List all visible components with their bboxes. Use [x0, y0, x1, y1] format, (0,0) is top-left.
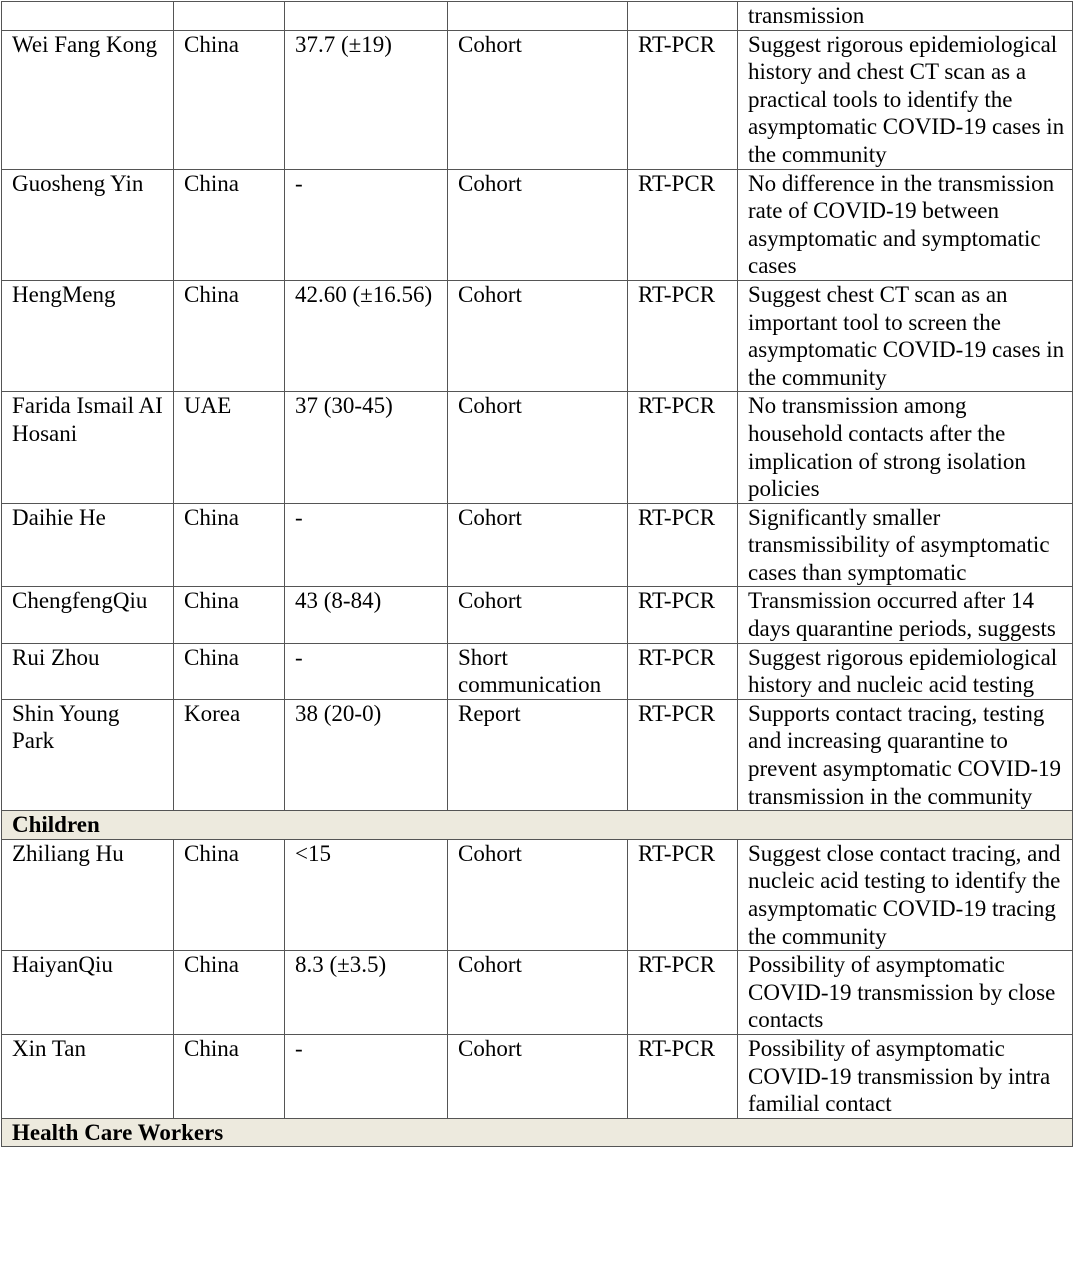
author-cell: ChengfengQiu	[2, 587, 174, 643]
country-cell: China	[174, 1034, 285, 1118]
notes-cell: Suggest rigorous epidemiological history and chest CT scan as a practical tools to identify the asymptomatic COVID-19 cases in the community	[738, 30, 1073, 169]
notes-cell: No transmission among household contacts after the implication of strong isolation policies	[738, 392, 1073, 503]
author-cell: Zhiliang Hu	[2, 839, 174, 950]
author-cell: Daihie He	[2, 503, 174, 587]
design-cell: Report	[448, 699, 628, 810]
design-cell: Cohort	[448, 839, 628, 950]
method-cell: RT-PCR	[628, 169, 738, 280]
country-cell: China	[174, 839, 285, 950]
author-cell: Shin Young Park	[2, 699, 174, 810]
notes-cell: Possibility of asymptomatic COVID-19 transmission by intra familial contact	[738, 1034, 1073, 1118]
author-cell: Farida Ismail AI Hosani	[2, 392, 174, 503]
notes-cell: Significantly smaller transmissibility of asymptomatic cases than symptomatic	[738, 503, 1073, 587]
method-cell: RT-PCR	[628, 643, 738, 699]
author-cell: Guosheng Yin	[2, 169, 174, 280]
section-row-children	[2, 811, 1073, 840]
age-cell: 37 (30-45)	[285, 392, 448, 503]
method-cell: RT-PCR	[628, 1034, 738, 1118]
section-row-health-care-workers	[2, 1118, 1073, 1147]
section-label: Children	[2, 811, 1073, 840]
notes-cell: Supports contact tracing, testing and increasing quarantine to prevent asymptomatic COVID-19 transmission in the community	[738, 699, 1073, 810]
country-cell: China	[174, 280, 285, 391]
age-cell: 43 (8-84)	[285, 587, 448, 643]
design-cell: Cohort	[448, 392, 628, 503]
method-cell: RT-PCR	[628, 503, 738, 587]
method-cell: RT-PCR	[628, 951, 738, 1035]
age-cell: <15	[285, 839, 448, 950]
author-cell: HaiyanQiu	[2, 951, 174, 1035]
country-cell: Korea	[174, 699, 285, 810]
method-cell: RT-PCR	[628, 392, 738, 503]
author-cell: HengMeng	[2, 280, 174, 391]
design-cell: Cohort	[448, 587, 628, 643]
table-row	[2, 1034, 1073, 1118]
table-row	[2, 503, 1073, 587]
method-cell: RT-PCR	[628, 30, 738, 169]
design-cell: Cohort	[448, 169, 628, 280]
country-cell: China	[174, 503, 285, 587]
age-cell: 8.3 (±3.5)	[285, 951, 448, 1035]
notes-cell: No difference in the transmission rate of COVID-19 between asymptomatic and symptomatic cases	[738, 169, 1073, 280]
method-cell: RT-PCR	[628, 587, 738, 643]
design-cell: Cohort	[448, 951, 628, 1035]
age-cell: -	[285, 503, 448, 587]
age-cell: 38 (20-0)	[285, 699, 448, 810]
studies-table	[1, 1, 1073, 1147]
studies-table-body	[2, 2, 1073, 1147]
country-cell: China	[174, 643, 285, 699]
section-label: Health Care Workers	[2, 1118, 1073, 1147]
country-cell: China	[174, 951, 285, 1035]
age-cell: 42.60 (±16.56)	[285, 280, 448, 391]
table-row	[2, 30, 1073, 169]
table-row	[2, 587, 1073, 643]
country-cell: China	[174, 169, 285, 280]
country-cell: UAE	[174, 392, 285, 503]
design-cell: Cohort	[448, 280, 628, 391]
author-cell	[2, 2, 174, 31]
age-cell: -	[285, 169, 448, 280]
table-row	[2, 392, 1073, 503]
notes-cell: transmission	[738, 2, 1073, 31]
table-row	[2, 280, 1073, 391]
notes-cell: Suggest chest CT scan as an important tool to screen the asymptomatic COVID-19 cases in the community	[738, 280, 1073, 391]
age-cell	[285, 2, 448, 31]
table-row	[2, 839, 1073, 950]
table-row	[2, 951, 1073, 1035]
method-cell: RT-PCR	[628, 699, 738, 810]
design-cell	[448, 2, 628, 31]
author-cell: Xin Tan	[2, 1034, 174, 1118]
table-row	[2, 2, 1073, 31]
table-row	[2, 699, 1073, 810]
author-cell: Wei Fang Kong	[2, 30, 174, 169]
method-cell	[628, 2, 738, 31]
age-cell: -	[285, 643, 448, 699]
notes-cell: Suggest close contact tracing, and nucleic acid testing to identify the asymptomatic COVID-19 tracing the community	[738, 839, 1073, 950]
notes-cell: Possibility of asymptomatic COVID-19 transmission by close contacts	[738, 951, 1073, 1035]
notes-cell: Suggest rigorous epidemiological history and nucleic acid testing	[738, 643, 1073, 699]
design-cell: Cohort	[448, 503, 628, 587]
design-cell: Short communication	[448, 643, 628, 699]
country-cell	[174, 2, 285, 31]
method-cell: RT-PCR	[628, 839, 738, 950]
design-cell: Cohort	[448, 1034, 628, 1118]
country-cell: China	[174, 30, 285, 169]
author-cell: Rui Zhou	[2, 643, 174, 699]
age-cell: -	[285, 1034, 448, 1118]
country-cell: China	[174, 587, 285, 643]
table-row	[2, 169, 1073, 280]
design-cell: Cohort	[448, 30, 628, 169]
method-cell: RT-PCR	[628, 280, 738, 391]
table-row	[2, 643, 1073, 699]
notes-cell: Transmission occurred after 14 days quarantine periods, suggests	[738, 587, 1073, 643]
age-cell: 37.7 (±19)	[285, 30, 448, 169]
